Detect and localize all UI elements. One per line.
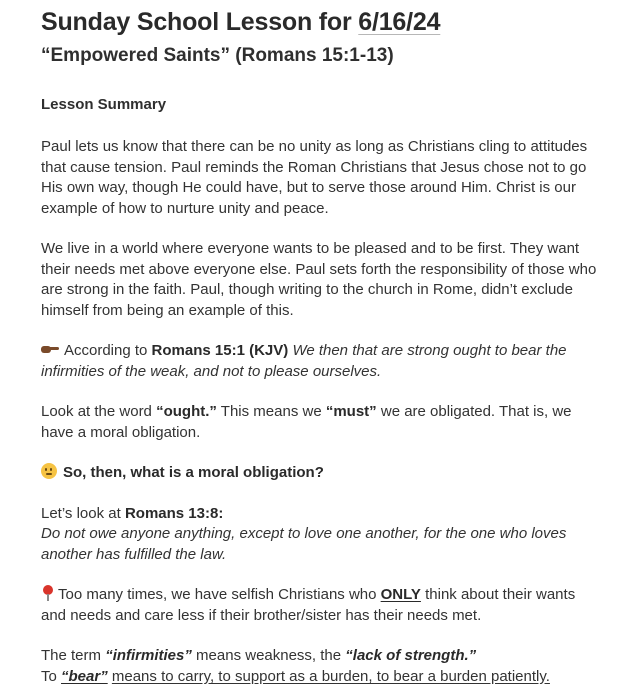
infirmities-term: “infirmities” bbox=[105, 647, 192, 664]
ought-paragraph bbox=[41, 402, 599, 443]
question-text: So, then, what is a moral obligation? bbox=[63, 464, 324, 481]
definitions-paragraph bbox=[41, 646, 599, 687]
romans-13-verse: Do not owe anyone anything, except to love one another, for the one who loves another has fulfilled the law. bbox=[41, 525, 567, 563]
bear-text-1: To bbox=[41, 667, 62, 685]
infirmities-text-2: means weakness, the bbox=[191, 647, 346, 664]
summary-paragraph-1: Paul lets us know that there can be no unity as long as Christians cling to attitudes that cause tension. Paul reminds the Roman Christians that Jesus chose not to go His own way, though He could have, but to serve those around Him. Christ is our example of how to nurture unity and peace. bbox=[41, 138, 588, 217]
moral-obligation-question bbox=[41, 463, 599, 484]
ought-text-2: This means we bbox=[216, 403, 326, 420]
summary-paragraph-2: We live in a world where everyone wants to be pleased and to be first. They want their needs met above everyone else. Paul sets forth the responsibility of those who are strong in the faith. Paul, though writing to the church in Rome, didn’t exclude himself from being an example of this. bbox=[41, 240, 597, 319]
must-word: “must” bbox=[325, 403, 377, 420]
ought-word: “ought.” bbox=[156, 403, 217, 420]
pointing-hand-icon bbox=[41, 344, 59, 354]
romans-15-verse: We then that are strong ought to bear the infirmities of the weak, and not to please ourselves. bbox=[41, 342, 567, 380]
bear-term: “bear” bbox=[61, 667, 108, 685]
romans-13-paragraph bbox=[41, 504, 599, 566]
only-word: ONLY bbox=[380, 586, 421, 603]
round-pushpin-icon bbox=[41, 585, 55, 601]
romans-13-ref: Romans 13:8: bbox=[124, 504, 224, 522]
page-title bbox=[41, 0, 599, 38]
ought-text-3: we are obligated. That is, we have a moral obligation. bbox=[41, 403, 572, 441]
bear-meaning: means to carry, to support as a burden, to bear a burden patiently. bbox=[111, 667, 550, 685]
lesson-summary-heading: Lesson Summary bbox=[41, 96, 167, 113]
lesson-subtitle: “Empowered Saints” (Romans 15:1-13) bbox=[41, 45, 394, 66]
romans-13-intro: Let’s look at bbox=[41, 504, 125, 522]
romans-15-intro: According to bbox=[64, 342, 152, 359]
infirmities-meaning: “lack of strength.” bbox=[345, 647, 477, 664]
title-date[interactable]: 6/16/24 bbox=[358, 8, 441, 36]
thinking-face-icon bbox=[41, 463, 57, 479]
selfish-text-2: think about their wants and needs and care less if their brother/sister has their needs met. bbox=[41, 586, 576, 624]
title-prefix: Sunday School Lesson for bbox=[41, 8, 359, 36]
romans-15-ref: Romans 15:1 (KJV) bbox=[151, 342, 289, 359]
ought-text-1: Look at the word bbox=[41, 403, 157, 420]
selfish-christians-paragraph bbox=[41, 585, 599, 626]
selfish-text-1: Too many times, we have selfish Christians who bbox=[58, 586, 381, 603]
infirmities-text-1: The term bbox=[41, 647, 106, 664]
romans-15-paragraph bbox=[41, 341, 599, 382]
